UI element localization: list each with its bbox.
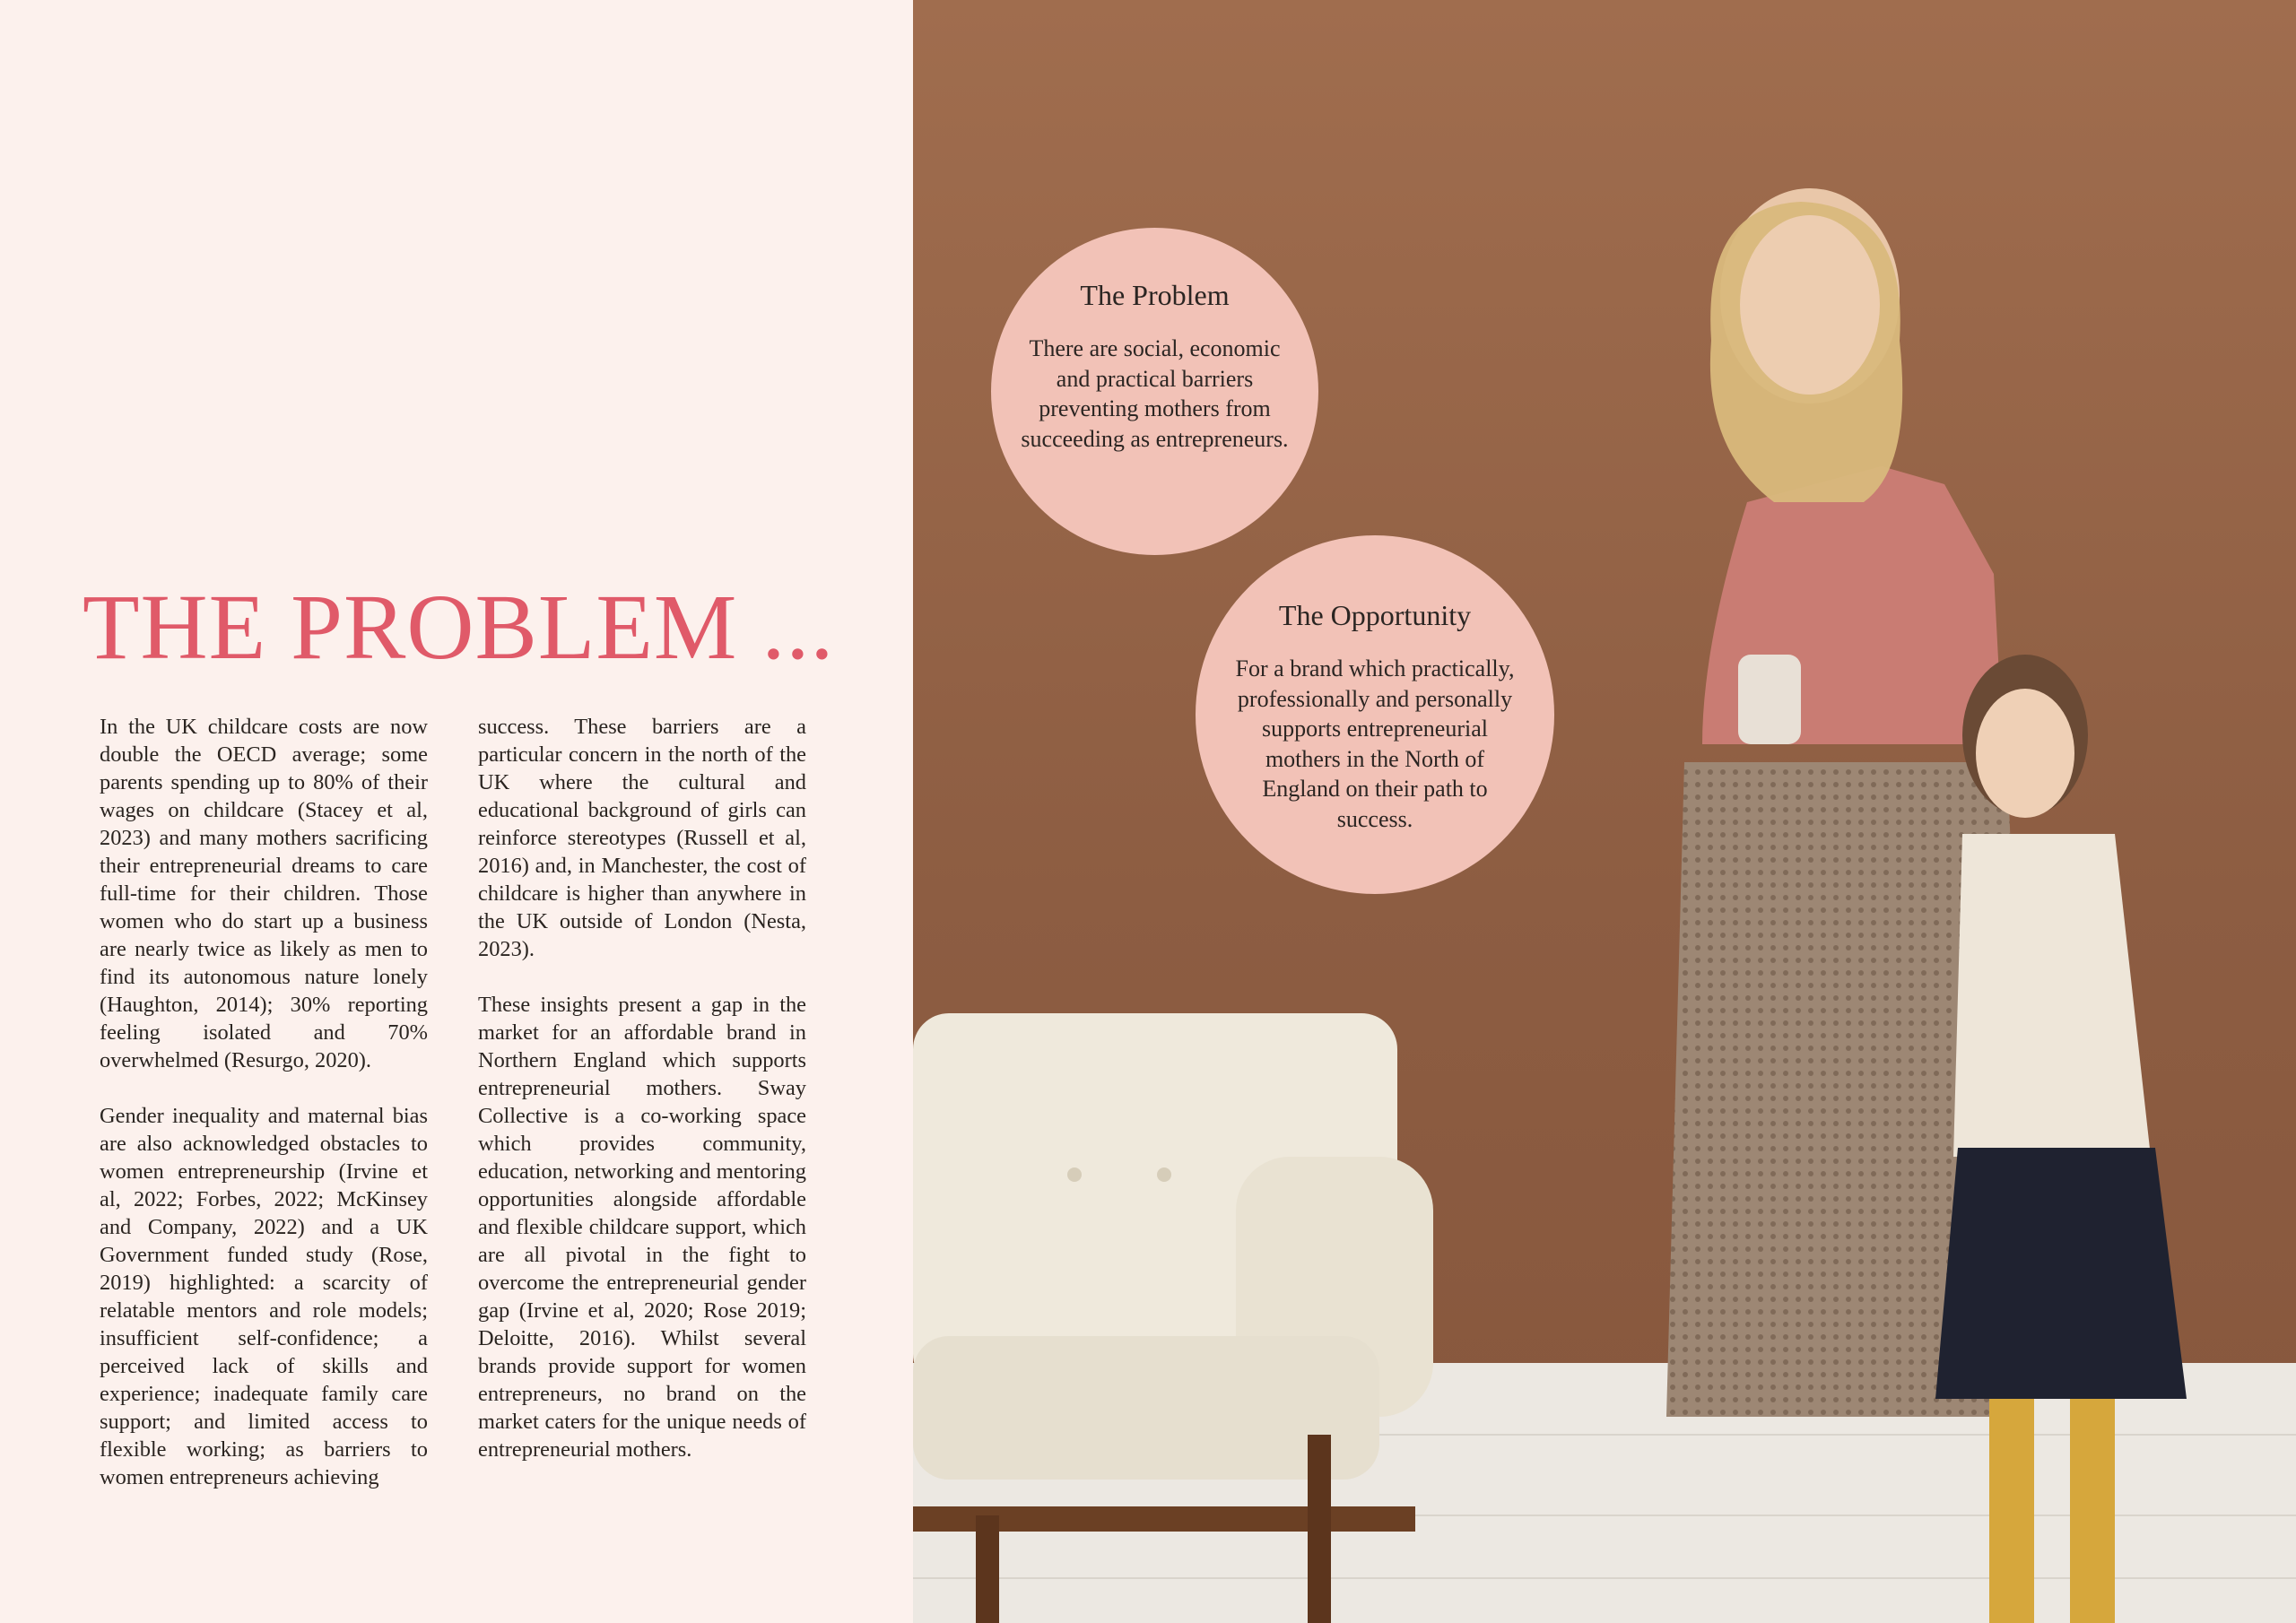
bubble-title: The Opportunity: [1278, 599, 1472, 631]
text-column-right: [478, 713, 806, 1491]
bubble-text: For a brand which practically, professionally and personally supports entrepreneurial mothers in the North of England on their path to success.: [1235, 655, 1515, 832]
bubble-title: The Problem: [1080, 279, 1230, 311]
paragraph: In the UK childcare costs are now double the OECD average; some parents spending up to 80% of their wages on childcare (Stacey et al, 2023) and many mothers sacrificing their entrepreneurial dreams to care full-time for their children. Those women who do start up a business are nearly twice as likely as men to find its autonomous nature lonely (Haughton, 2014); 30% reporting feeling isolated and 70% overwhelmed (Resurgo, 2020).: [100, 715, 428, 1072]
bubble-text: There are social, economic and practical barriers preventing mothers from succeeding as entrepreneurs.: [1021, 335, 1289, 452]
opportunity-bubble: [1196, 535, 1554, 894]
text-panel: [0, 0, 913, 1623]
problem-bubble: [991, 228, 1318, 555]
sofa: [913, 1013, 1433, 1623]
text-column-left: [100, 713, 428, 1519]
paragraph: success. These barriers are a particular concern in the north of the UK where the cultural and educational background of girls can reinforce stereotypes (Russell et al, 2016) and, in Manchester, the cost of childcare is higher than anywhere in the UK outside of London (Nesta, 2023).: [478, 715, 806, 961]
paragraph: Gender inequality and maternal bias are also acknowledged obstacles to women entrepreneurship (Irvine et al, 2022; Forbes, 2022; McKinsey and Company, 2022) and a UK Government funded study (Rose, 2019) highlighted: a scarcity of relatable mentors and role models; insufficient self-confidence; a perceived lack of skills and experience; inadequate family care support; and limited access to flexible working; as barriers to women entrepreneurs achieving: [100, 1104, 428, 1489]
paragraph: These insights present a gap in the market for an affordable brand in Northern England which supports entrepreneurial mothers. Sway Collective is a co-working space which provides community, education, networking and mentoring opportunities alongside affordable and flexible childcare support, which are all pivotal in the fight to overcome the entrepreneurial gender gap (Irvine et al, 2020; Rose 2019; Deloitte, 2016). Whilst several brands provide support for women entrepreneurs, no brand on the market caters for the unique needs of entrepreneurial mothers.: [478, 993, 806, 1462]
page-heading: THE PROBLEM ...: [83, 576, 835, 679]
